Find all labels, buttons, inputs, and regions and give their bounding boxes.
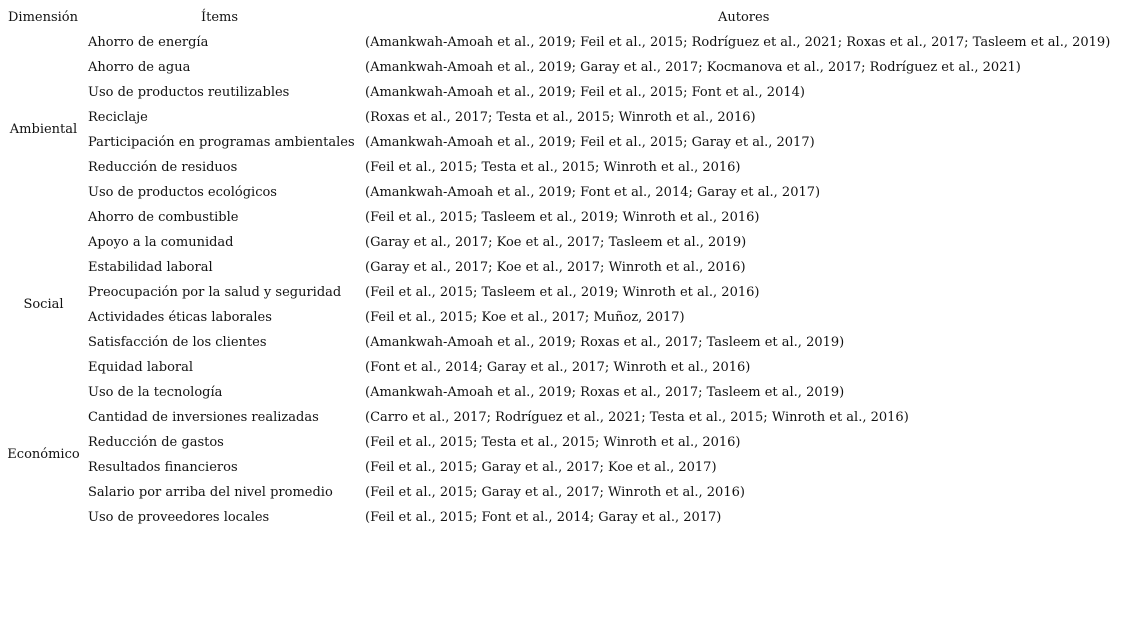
- header-authors: Autores: [718, 10, 770, 25]
- table-row: [0, 130, 1133, 155]
- item-cell: Satisfacción de los clientes: [88, 335, 267, 350]
- item-cell: Preocupación por la salud y seguridad: [88, 285, 342, 300]
- table-row: [0, 155, 1133, 180]
- item-cell: Ahorro de agua: [88, 60, 191, 75]
- dimension-label: Social: [23, 297, 64, 312]
- dimension-cell: [0, 480, 87, 505]
- item-cell: Uso de la tecnología: [88, 385, 223, 400]
- dimension-cell: [0, 180, 87, 205]
- authors-cell: (Amankwah-Amoah et al., 2019; Garay et al., 2017; Kocmanova et al., 2017; Rodríguez et al., 2021): [365, 60, 1021, 75]
- item-cell: Apoyo a la comunidad: [88, 235, 234, 250]
- dimension-cell: [0, 55, 87, 80]
- dimension-cell: [0, 80, 87, 105]
- dimension-group: [0, 30, 1133, 230]
- dimension-label: Económico: [7, 447, 80, 462]
- table-row: [0, 355, 1133, 380]
- item-cell: Reducción de residuos: [88, 160, 238, 175]
- authors-cell: (Feil et al., 2015; Tasleem et al., 2019; Winroth et al., 2016): [365, 210, 760, 225]
- table-row: [0, 55, 1133, 80]
- authors-cell: (Feil et al., 2015; Testa et al., 2015; Winroth et al., 2016): [365, 435, 741, 450]
- table-row: [0, 205, 1133, 230]
- authors-cell: (Roxas et al., 2017; Testa et al., 2015; Winroth et al., 2016): [365, 110, 756, 125]
- table-row: [0, 105, 1133, 130]
- item-cell: Estabilidad laboral: [88, 260, 213, 275]
- table-row: [0, 80, 1133, 105]
- authors-cell: (Feil et al., 2015; Font et al., 2014; Garay et al., 2017): [365, 510, 722, 525]
- item-cell: Cantidad de inversiones realizadas: [88, 410, 319, 425]
- dimension-cell: [0, 205, 87, 230]
- item-cell: Actividades éticas laborales: [88, 310, 272, 325]
- authors-cell: (Amankwah-Amoah et al., 2019; Roxas et al., 2017; Tasleem et al., 2019): [365, 335, 845, 350]
- item-cell: Ahorro de combustible: [88, 210, 239, 225]
- item-cell: Participación en programas ambientales: [88, 135, 355, 150]
- authors-cell: (Amankwah-Amoah et al., 2019; Font et al., 2014; Garay et al., 2017): [365, 185, 821, 200]
- authors-cell: (Carro et al., 2017; Rodríguez et al., 2021; Testa et al., 2015; Winroth et al., 2016): [365, 410, 909, 425]
- dimension-cell: [0, 255, 87, 280]
- dimension-cell: [0, 155, 87, 180]
- table-header: [0, 5, 1133, 30]
- authors-cell: (Garay et al., 2017; Koe et al., 2017; Winroth et al., 2016): [365, 260, 746, 275]
- authors-cell: (Amankwah-Amoah et al., 2019; Feil et al., 2015; Rodríguez et al., 2021; Roxas et al., 2017; Tasleem et al., 2019): [365, 35, 1111, 50]
- item-cell: Reducción de gastos: [88, 435, 224, 450]
- table-row: [0, 330, 1133, 355]
- authors-cell: (Feil et al., 2015; Testa et al., 2015; Winroth et al., 2016): [365, 160, 741, 175]
- dimension-cell: [0, 355, 87, 380]
- table-row: [0, 255, 1133, 280]
- table-row: [0, 405, 1133, 430]
- authors-cell: (Font et al., 2014; Garay et al., 2017; Winroth et al., 2016): [365, 360, 751, 375]
- dimension-cell: [0, 405, 87, 430]
- authors-cell: (Amankwah-Amoah et al., 2019; Feil et al., 2015; Font et al., 2014): [365, 85, 805, 100]
- dimension-cell: [0, 330, 87, 355]
- dimension-cell: [0, 30, 87, 55]
- item-cell: Ahorro de energía: [88, 35, 209, 50]
- header-items: Ítems: [201, 10, 239, 25]
- table-row: [0, 230, 1133, 255]
- authors-cell: (Amankwah-Amoah et al., 2019; Feil et al., 2015; Garay et al., 2017): [365, 135, 815, 150]
- table-row: [0, 305, 1133, 330]
- authors-cell: (Feil et al., 2015; Garay et al., 2017; Winroth et al., 2016): [365, 485, 745, 500]
- table-row: [0, 505, 1133, 530]
- authors-cell: (Amankwah-Amoah et al., 2019; Roxas et al., 2017; Tasleem et al., 2019): [365, 385, 845, 400]
- item-cell: Uso de productos reutilizables: [88, 85, 290, 100]
- dimension-group: [0, 380, 1133, 530]
- dimension-label: Ambiental: [9, 122, 78, 137]
- table-row: [0, 455, 1133, 480]
- item-cell: Equidad laboral: [88, 360, 194, 375]
- dimension-cell: [0, 380, 87, 405]
- table-body: [0, 30, 1133, 530]
- item-cell: Salario por arriba del nivel promedio: [88, 485, 333, 500]
- header-dimension: Dimensión: [8, 10, 79, 25]
- authors-cell: (Feil et al., 2015; Koe et al., 2017; Muñoz, 2017): [365, 310, 685, 325]
- dimension-group: [0, 230, 1133, 380]
- authors-cell: (Feil et al., 2015; Garay et al., 2017; Koe et al., 2017): [365, 460, 717, 475]
- table-row: [0, 380, 1133, 405]
- dimension-cell: [0, 230, 87, 255]
- table-row: [0, 180, 1133, 205]
- item-cell: Resultados financieros: [88, 460, 238, 475]
- table-row: [0, 430, 1133, 455]
- dimension-cell: [0, 505, 87, 530]
- table-row: [0, 280, 1133, 305]
- table-row: [0, 480, 1133, 505]
- item-cell: Reciclaje: [88, 110, 148, 125]
- table-row: [0, 30, 1133, 55]
- authors-cell: (Feil et al., 2015; Tasleem et al., 2019; Winroth et al., 2016): [365, 285, 760, 300]
- authors-cell: (Garay et al., 2017; Koe et al., 2017; Tasleem et al., 2019): [365, 235, 747, 250]
- dimensions-table: [0, 5, 1133, 530]
- item-cell: Uso de proveedores locales: [88, 510, 270, 525]
- item-cell: Uso de productos ecológicos: [88, 185, 277, 200]
